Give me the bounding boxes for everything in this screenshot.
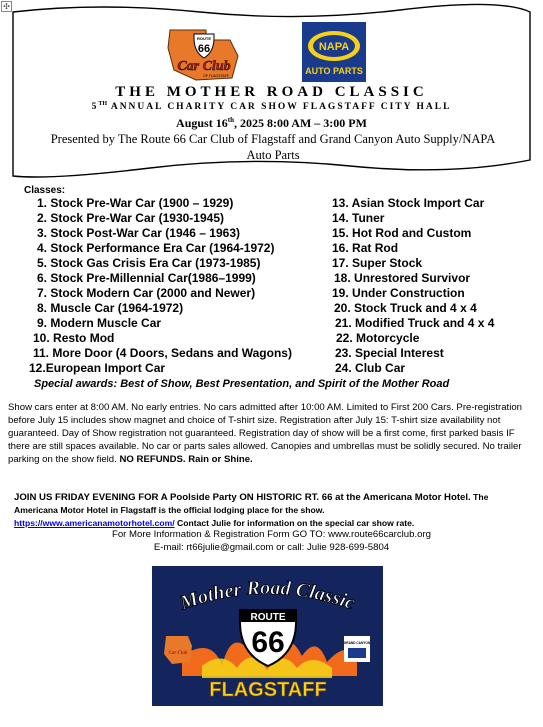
svg-text:NAPA: NAPA xyxy=(318,41,350,53)
svg-text:AUTO PARTS: AUTO PARTS xyxy=(305,66,363,76)
friday-party-notice: JOIN US FRIDAY EVENING FOR A Poolside Party ON HISTORIC RT. 66 at the Americana Motor Hotel. The Americana Motor Hotel in Flagstaff is the official lodging place for the show. https://www.americanamotorhotel.com/ Contact Julie for information on the special car show rate. xyxy=(14,492,489,528)
special-awards: Special awards: Best of Show, Best Presentation, and Spirit of the Mother Road xyxy=(34,378,450,390)
list-item: 23. Special Interest xyxy=(335,346,444,360)
grand-canyon-badge-icon xyxy=(344,636,371,662)
classes-heading: Classes: xyxy=(24,185,66,196)
route66-car-club-logo xyxy=(166,26,242,84)
svg-text:66: 66 xyxy=(251,626,285,659)
svg-text:66: 66 xyxy=(197,43,211,55)
no-refunds-note: NO REFUNDS. Rain or Shine. xyxy=(119,454,253,465)
presented-by: Presented by The Route 66 Car Club of Flagstaff and Grand Canyon Auto Supply/NAPA Auto Parts xyxy=(50,132,496,162)
list-item: 21. Modified Truck and 4 x 4 xyxy=(335,316,495,330)
list-item: 6. Stock Pre-Millennial Car(1986–1999) xyxy=(37,271,256,285)
svg-text:GRAND CANYON: GRAND CANYON xyxy=(343,641,371,645)
list-item: 4. Stock Performance Era Car (1964-1972) xyxy=(37,241,275,255)
list-item: 14. Tuner xyxy=(332,211,385,225)
classes-list-left xyxy=(29,196,337,376)
svg-text:FLAGSTAFF: FLAGSTAFF xyxy=(209,679,327,701)
list-item: 16. Rat Rod xyxy=(332,241,399,255)
list-item: 24. Club Car xyxy=(335,361,406,375)
event-date: August 16th, 2025 8:00 AM – 3:00 PM xyxy=(176,116,367,130)
list-item: 5. Stock Gas Crisis Era Car (1973-1985) xyxy=(37,256,261,270)
list-item: 8. Muscle Car (1964-1972) xyxy=(37,301,184,315)
list-item: 15. Hot Rod and Custom xyxy=(332,226,472,240)
contact-info: E-mail: rt66julie@gmail.com or call: Julie 928-699-5804 xyxy=(153,542,390,553)
registration-info: For More Information & Registration Form GO TO: www.route66carclub.org xyxy=(111,529,432,540)
list-item: 22. Motorcycle xyxy=(336,331,420,345)
list-item: 10. Resto Mod xyxy=(33,331,115,345)
list-item: 13. Asian Stock Import Car xyxy=(332,196,485,210)
list-item: 7. Stock Modern Car (2000 and Newer) xyxy=(37,286,256,300)
hotel-link[interactable]: https://www.americanamotorhotel.com/ xyxy=(14,518,175,528)
event-title: THE MOTHER ROAD CLASSIC xyxy=(115,84,428,100)
list-item: 9. Modern Muscle Car xyxy=(37,316,162,330)
svg-text:Mother Road Classic: Mother Road Classic xyxy=(177,576,358,615)
svg-text:Car Club: Car Club xyxy=(177,59,231,74)
list-item: 18. Unrestored Survivor xyxy=(334,271,471,285)
svg-text:ROUTE: ROUTE xyxy=(250,612,286,623)
list-item: 19. Under Construction xyxy=(332,286,465,300)
svg-text:ROUTE: ROUTE xyxy=(197,36,211,41)
list-item: 1. Stock Pre-War Car (1900 – 1929) xyxy=(37,196,234,210)
svg-text:OF FLAGSTAFF: OF FLAGSTAFF xyxy=(203,74,229,78)
svg-text:Car Club: Car Club xyxy=(168,651,188,656)
move-handle-icon[interactable]: ✣ xyxy=(1,1,12,12)
list-item: 11. More Door (4 Doors, Sedans and Wagons) xyxy=(33,346,292,360)
event-subtitle: 5TH ANNUAL CHARITY CAR SHOW FLAGSTAFF CITY HALL xyxy=(91,101,452,113)
list-item: 2. Stock Pre-War Car (1930-1945) xyxy=(37,211,224,225)
header-banner xyxy=(0,0,543,182)
mother-road-classic-logo xyxy=(152,566,383,706)
list-item: 17. Super Stock xyxy=(332,256,423,270)
show-rules: Show cars enter at 8:00 AM. No early entries. No cars admitted after 10:00 AM. Limited to First 200 Cars. Pre-registration before July 15 includes show magnet and choice of T-shirt size. Registration after July 15: T-shirt size availability not guaranteed. Day of Show registration not guaranteed. Registration day of show will be a first come, first parked basis IF there are still spaces available. No car or parts sales allowed. Canopies and umbrellas must be solidly secured. No trailer parking on the show field. NO REFUNDS. Rain or Shine. xyxy=(8,402,523,465)
napa-auto-parts-logo xyxy=(302,22,366,82)
list-item: 3. Stock Post-War Car (1946 – 1963) xyxy=(37,226,240,240)
list-item: 12.European Import Car xyxy=(29,361,166,375)
list-item: 20. Stock Truck and 4 x 4 xyxy=(334,301,477,315)
classes-list-right xyxy=(332,196,532,376)
